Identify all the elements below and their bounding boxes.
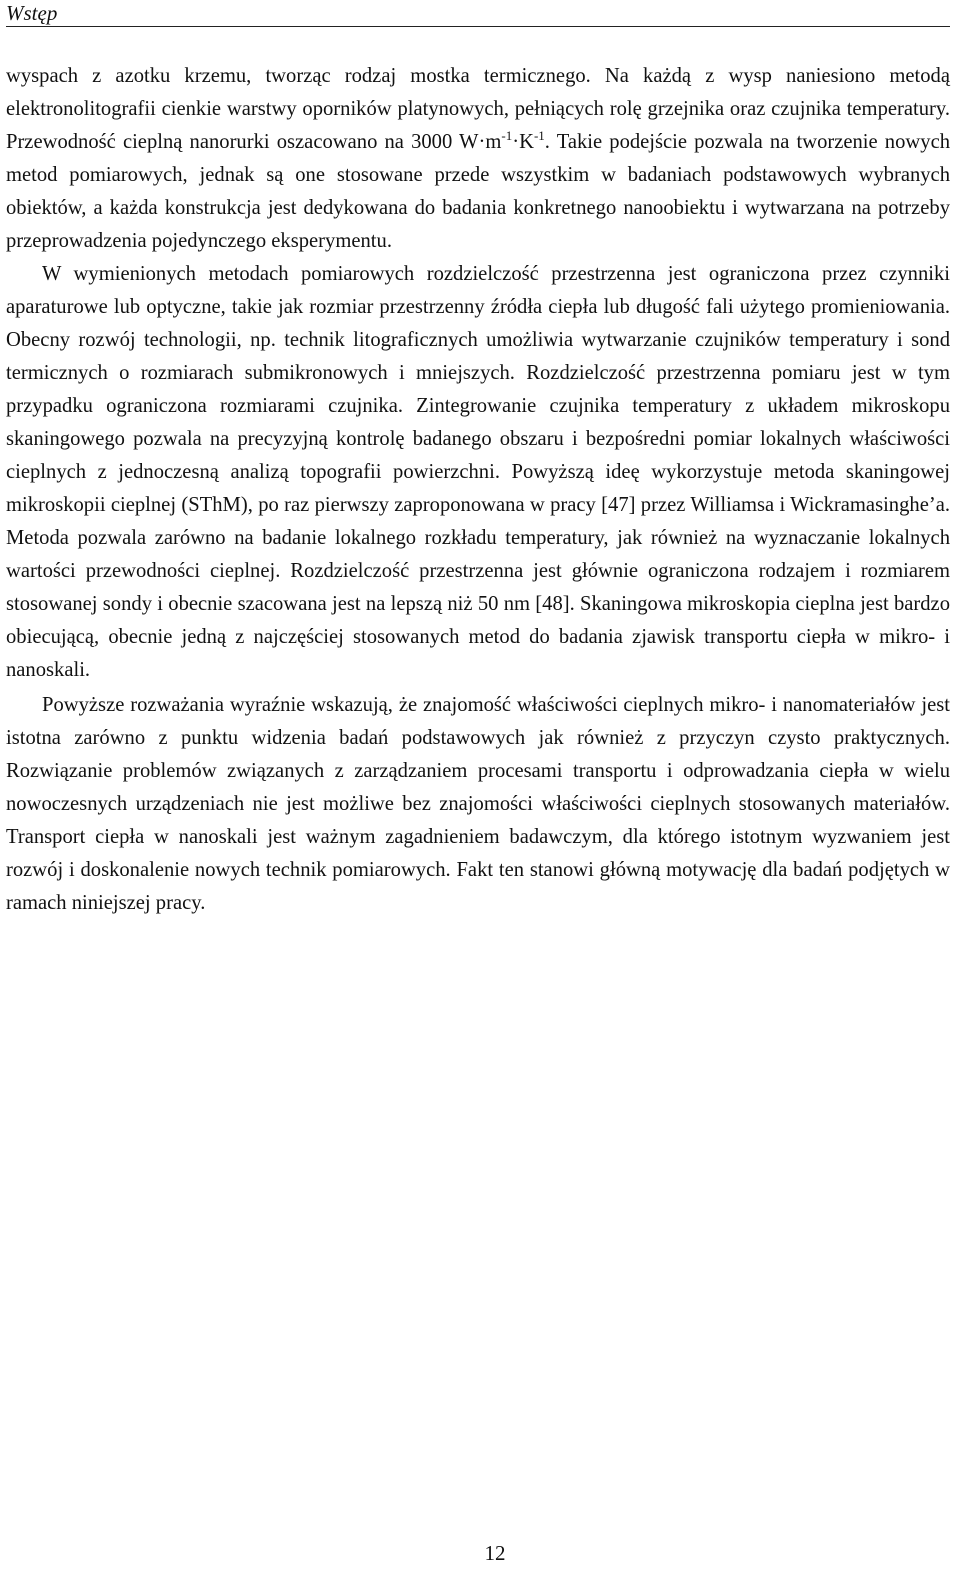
unit-dot-2: · xyxy=(512,131,520,153)
unit-dot-1: · xyxy=(478,131,486,153)
unit-exponent-metre: -1 xyxy=(501,128,513,144)
body-text xyxy=(6,60,950,920)
unit-kelvin: K xyxy=(519,131,534,153)
chapter-title: Wstęp xyxy=(6,1,58,25)
running-header xyxy=(6,0,950,27)
unit-metre: m xyxy=(485,131,502,153)
unit-exponent-kelvin: -1 xyxy=(533,128,545,144)
paragraph-2: W wymienionych metodach pomiarowych rozdzielczość przestrzenna jest ograniczona przez czynniki aparaturowe lub optyczne, takie jak rozmiar przestrzenny źródła ciepła lub długość fali użytego promieniowania. Obecny rozwój technologii, np. technik litograficznych umożliwia wytwarzanie czujników temperatury i sond termicznych o rozmiarach submikronowych i mniejszych. Rozdzielczość przestrzenna pomiaru jest w tym przypadku ograniczona rozmiarami czujnika. Zintegrowanie czujnika temperatury z układem mikroskopu skaningowego pozwala na precyzyjną kontrolę badanego obszaru i bezpośredni pomiar lokalnych właściwości cieplnych z jednoczesną analizą topografii powierzchni. Powyższą ideę wykorzystuje metoda skaningowej mikroskopii cieplnej (SThM), po raz pierwszy zaproponowana w pracy [47] przez Williamsa i Wickramasinghe’a. Metoda pozwala zarówno na badanie lokalnego rozkładu temperatury, jak również na wyznaczanie lokalnych wartości przewodności cieplnej. Rozdzielczość przestrzenna jest głównie ograniczona rodzajem i rozmiarem stosowanej sondy i obecnie szacowana jest na lepszą niż 50 nm [48]. Skaningowa mikroskopia cieplna jest bardzo obiecującą, obecnie jedną z najczęściej stosowanych metod do badania zjawisk transportu ciepła w mikro- i nanoskali. xyxy=(6,263,950,681)
unit-watt: W xyxy=(459,131,479,153)
paragraph-3: Powyższe rozważania wyraźnie wskazują, że znajomość właściwości cieplnych mikro- i nanomateriałów jest istotna zarówno z punktu widzenia badań podstawowych jak również z przyczyn czysto praktycznych. Rozwiązanie problemów związanych z zarządzaniem procesami transportu i odprowadzania ciepła w wielu nowoczesnych urządzeniach nie jest możliwe bez znajomości właściwości cieplnych stosowanych materiałów. Transport ciepła w nanoskali jest ważnym zagadnieniem badawczym, dla którego istotnym wyzwaniem jest rozwój i doskonalenie nowych technik pomiarowych. Fakt ten stanowi główną motywację dla badań podjętych w ramach niniejszej pracy. xyxy=(6,694,950,914)
paragraph-1 xyxy=(6,60,950,258)
paragraph-1-text-end: . Takie podejście pozwala na tworzenie nowych metod pomiarowych, jednak są one stosowane przede wszystkim w badaniach podstawowych wybranych obiektów, a każda konstrukcja jest dedykowana do badania konkretnego nanoobiektu i wytwarzana na potrzeby przeprowadzenia pojedynczego eksperymentu. xyxy=(6,131,951,252)
page-number-footer xyxy=(0,1540,960,1566)
page-number: 12 xyxy=(484,1541,506,1565)
paragraph-1-text-start: wyspach z azotku krzemu, tworząc rodzaj mostka termicznego. Na każdą z wysp naniesiono metodą elektronolitografii cienkie warstwy oporników platynowych, pełniących rolę grzejnika oraz czujnika temperatury. Przewodność cieplną nanorurki oszacowano na 3000 xyxy=(6,65,950,153)
